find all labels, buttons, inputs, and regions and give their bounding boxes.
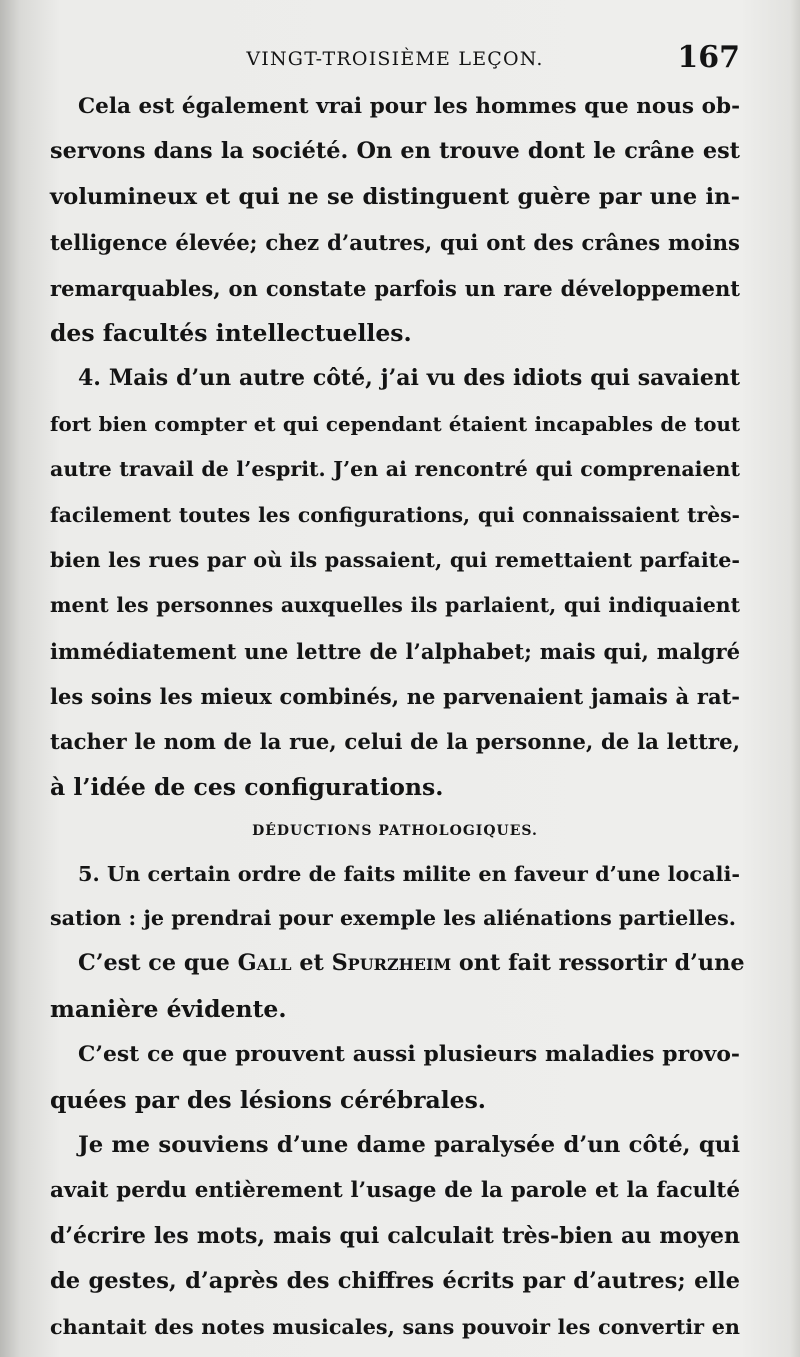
text-line: bien les rues par où ils passaient, qui remettaient parfaite- [50,548,740,573]
text-line: quées par des lésions cérébrales. [50,1085,486,1114]
text-line: volumineux et qui ne se distinguent guère par une in- [50,183,740,210]
text-line: manière évidente. [50,994,287,1023]
text-line: tacher le nom de la rue, celui de la personne, de la lettre, [50,729,740,755]
text-line: à l’idée de ces configurations. [50,773,444,802]
text-line: des facultés intellectuelles. [50,319,412,348]
text-fragment: C’est ce que [78,950,238,977]
text-line: sation : je prendrai pour exemple les aliénations partielles. [50,905,737,930]
paragraph-1 [50,84,740,356]
text-line: chantait des notes musicales, sans pouvoir les convertir en [50,1314,740,1339]
text-line: les soins les mieux combinés, ne parvenaient jamais à rat- [50,684,740,710]
paragraph-4 [50,941,745,1032]
text-line: ment les personnes auxquelles ils parlaient, qui indiquaient [50,593,740,618]
text-line: avait perdu entièrement l’usage de la parole et la faculté [50,1178,740,1204]
text-line: facilement toutes les configurations, qui connaissaient très- [50,502,740,527]
paragraph-6 [50,1123,740,1350]
text-line: C’est ce que prouvent aussi plusieurs maladies provo- [78,1041,740,1068]
text-line: Cela est également vrai pour les hommes que nous ob- [78,94,740,119]
text-line: fort bien compter et qui cependant étaient incapables de tout [50,411,740,436]
text-line: autre travail de l’esprit. J’en ai rencontré qui comprenaient [50,457,740,482]
text-line: remarquables, on constate parfois un rare développement [50,275,740,301]
paragraph-5 [50,1032,740,1123]
text-line: d’écrire les mots, mais qui calculait très-bien au moyen [50,1222,740,1249]
paragraph-2 [50,356,740,810]
body-text [50,84,745,1350]
text-line: 4. Mais d’un autre côté, j’ai vu des idiots qui savaient [78,365,740,392]
text-line: telligence élevée; chez d’autres, qui ont des crânes moins [50,230,740,256]
text-line: immédiatement une lettre de l’alphabet; mais qui, malgré [50,638,740,664]
text-line: 5. Un certain ordre de faits milite en faveur d’une locali- [78,860,740,886]
text-line: de gestes, d’après des chiffres écrits par d’autres; elle [50,1268,740,1295]
text-fragment: ont fait ressortir d’une [451,950,745,977]
author-name-gall: Gall [237,950,292,977]
running-title: VINGT-TROISIÈME LEÇON. [246,48,544,70]
section-heading: DÉDUCTIONS PATHOLOGIQUES. [252,822,538,839]
page-header [50,40,740,80]
text-line: servons dans la société. On en trouve dont le crâne est [50,138,740,165]
text-line [50,941,745,986]
author-name-spurzheim: Spurzheim [331,950,452,977]
text-fragment: et [291,950,332,977]
text-line: Je me souviens d’une dame paralysée d’un côté, qui [78,1131,740,1158]
page-number: 167 [677,40,740,75]
paragraph-3 [50,851,740,942]
